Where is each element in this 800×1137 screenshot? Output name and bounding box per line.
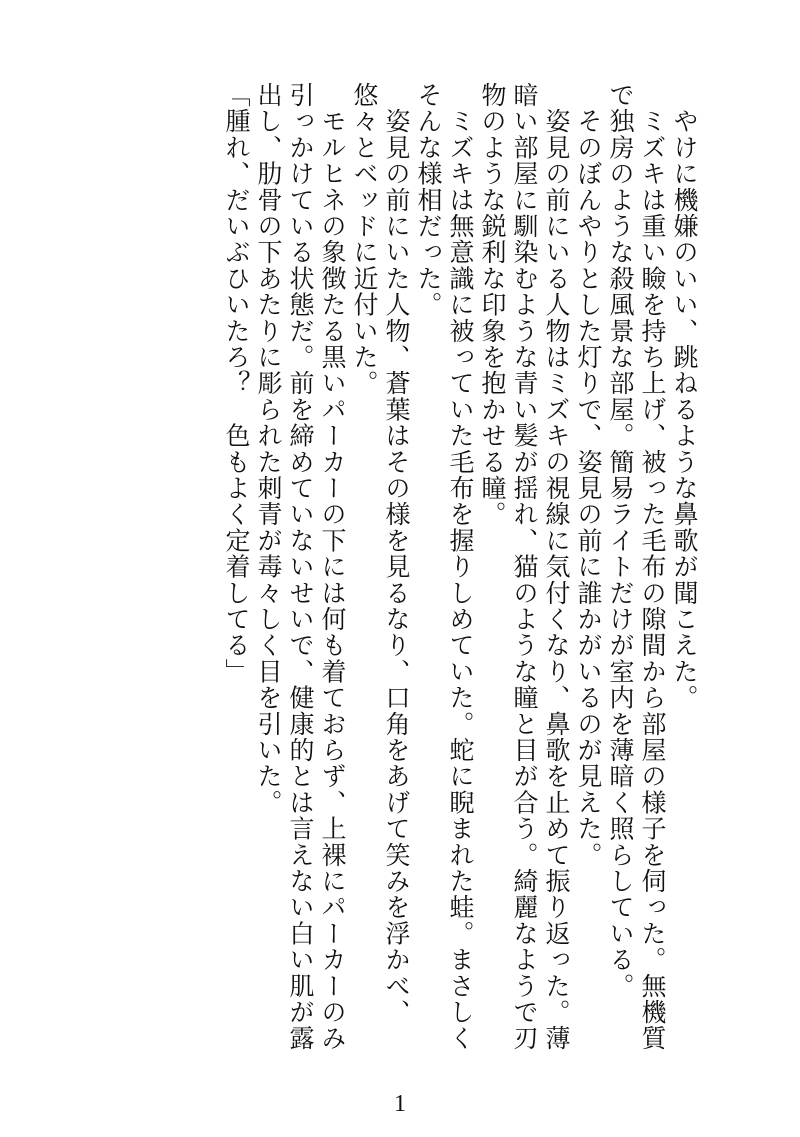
paragraph-8-dialogue: 「腫れ、だいぶひいたろ？ 色もよく定着してる」	[222, 82, 251, 685]
paragraph-3: そのぼんやりとした灯りで、姿見の前に誰かがいるのが見えた。	[574, 82, 603, 868]
paragraph-2: ミズキは重い瞼を持ち上げ、被った毛布の隙間から部屋の様子を伺った。無機質で独房のような殺風景な部屋。簡易ライトだけが室内を薄暗く照らしている。	[606, 82, 667, 1052]
vertical-body-text	[100, 82, 700, 1072]
paragraph-7: モルヒネの象徴たる黒いパーカーの下には何も着ておらず、上裸にパーカーのみ引っかけている状態だ。前を締めていないせいで、健康的とは言えない白い肌が露出し、肋骨の下あたりに彫られた刺青が毒々しく目を引いた。	[254, 82, 347, 1052]
paragraph-5: ミズキは無意識に被っていた毛布を握りしめていた。蛇に睨まれた蛙。まさしくそんな様相だった。	[414, 82, 475, 1052]
page-number: 1	[394, 1091, 406, 1117]
paragraph-4: 姿見の前にいる人物はミズキの視線に気付くなり、鼻歌を止めて振り返った。薄暗い部屋に馴染むような青い髪が揺れ、猫のような瞳と目が合う。綺麗なようで刃物のような鋭利な印象を抱かせる瞳。	[478, 82, 571, 1052]
paragraph-6: 姿見の前にいた人物、蒼葉はその様を見るなり、口角をあげて笑みを浮かべ、悠々とベッドに近付いた。	[350, 82, 411, 1026]
paragraph-1: やけに機嫌のいい、跳ねるような鼻歌が聞こえた。	[670, 82, 699, 711]
